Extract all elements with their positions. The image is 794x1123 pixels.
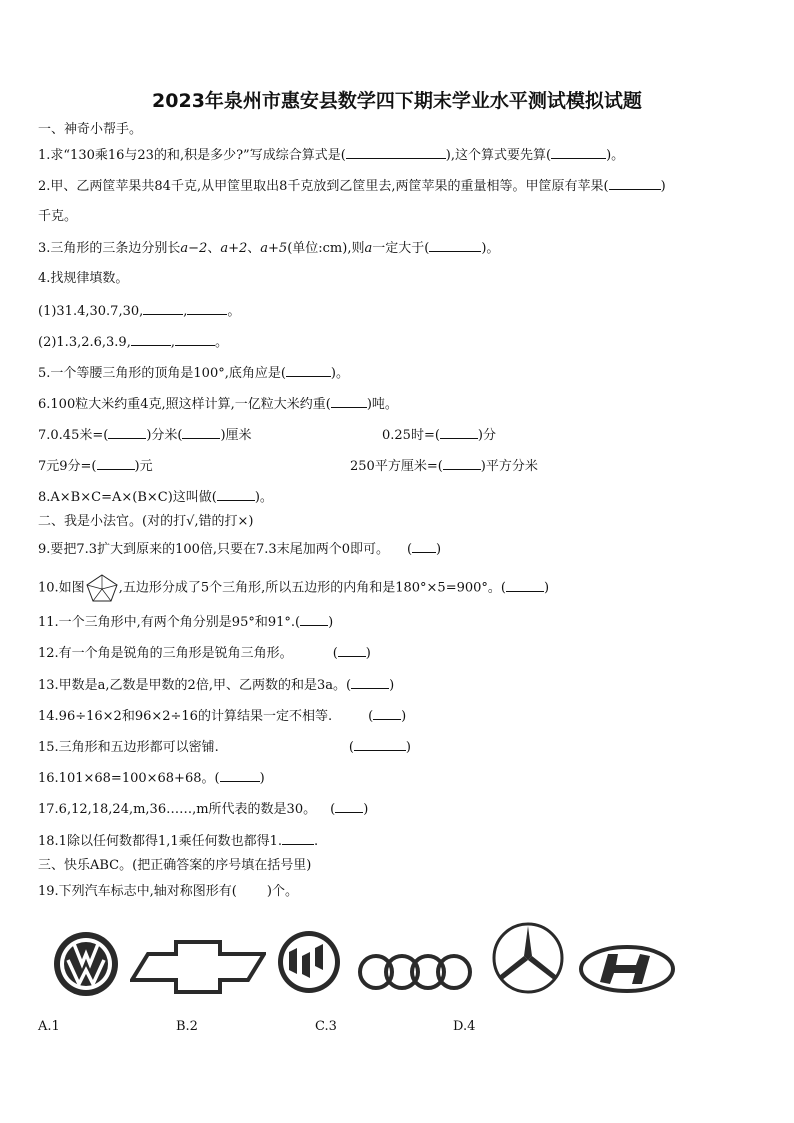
answer-blank[interactable]	[175, 333, 215, 346]
option-c[interactable]: C.3	[315, 1019, 337, 1034]
audi-logo	[356, 952, 474, 992]
answer-blank[interactable]	[354, 738, 406, 751]
answer-blank[interactable]	[108, 426, 146, 439]
option-a[interactable]: A.1	[38, 1019, 60, 1034]
question-13: 13.甲数是a,乙数是甲数的2倍,甲、乙两数的和是3a。( )	[38, 678, 395, 693]
answer-blank[interactable]	[412, 540, 436, 553]
answer-blank[interactable]	[182, 426, 220, 439]
pentagon-figure	[85, 573, 119, 603]
answer-blank[interactable]	[506, 579, 544, 592]
question-5: 5.一个等腰三角形的顶角是100°,底角应是( )。	[38, 366, 349, 381]
answer-blank[interactable]	[282, 832, 314, 845]
question-4-part-1: (1)31.4,30.7,30, , 。	[38, 304, 241, 319]
question-3: 3.三角形的三条边分别长a−2、a+2、a+5(单位:cm),则a一定大于( )。	[38, 241, 500, 256]
question-7-row-1: 7.0.45米=( )分米( )厘米	[38, 428, 252, 443]
answer-blank[interactable]	[443, 457, 481, 470]
question-11: 11.一个三角形中,有两个角分别是95°和91°.( )	[38, 615, 334, 630]
answer-blank[interactable]	[131, 333, 171, 346]
answer-blank[interactable]	[373, 707, 401, 720]
question-2: 2.甲、乙两筐苹果共84千克,从甲筐里取出8千克放到乙筐里去,两筐苹果的重量相等。甲筐原有苹果( )	[38, 179, 666, 194]
answer-blank[interactable]	[187, 302, 227, 315]
question-17: 17.6,12,18,24,m,36……,m所代表的数是30。 ( )	[38, 802, 369, 817]
answer-blank[interactable]	[351, 676, 389, 689]
option-b[interactable]: B.2	[176, 1019, 198, 1034]
question-8: 8.A×B×C=A×(B×C)这叫做( )。	[38, 490, 273, 505]
answer-blank[interactable]	[143, 302, 183, 315]
answer-blank[interactable]	[429, 239, 481, 252]
answer-blank[interactable]	[440, 426, 478, 439]
question-14: 14.96÷16×2和96×2÷16的计算结果一定不相等. ( )	[38, 709, 407, 724]
page-title: 2023年泉州市惠安县数学四下期末学业水平测试模拟试题	[152, 90, 642, 112]
question-1: 1.求“130乘16与23的和,积是多少?”写成综合算式是( ),这个算式要先算( )。	[38, 148, 625, 163]
answer-blank[interactable]	[551, 146, 606, 159]
section-heading-3: 三、快乐ABC。(把正确答案的序号填在括号里)	[38, 858, 312, 873]
section-heading-2: 二、我是小法官。(对的打√,错的打×)	[38, 514, 254, 529]
question-16: 16.101×68=100×68+68。( )	[38, 771, 265, 786]
buick-logo	[276, 924, 342, 1000]
question-7-row-2-right: 250平方厘米=( )平方分米	[350, 459, 538, 474]
question-2-cont: 千克。	[38, 209, 78, 224]
question-10: 10.如图 ,五边形分成了5个三角形,所以五边形的内角和是180°×5=900°。( )	[38, 573, 549, 603]
question-18: 18.1除以任何数都得1,1乘任何数也都得1. .	[38, 834, 319, 849]
answer-blank[interactable]	[335, 800, 363, 813]
question-7-row-1-right: 0.25时=( )分	[382, 428, 496, 443]
question-4: 4.找规律填数。	[38, 271, 129, 286]
answer-blank[interactable]	[217, 488, 255, 501]
question-4-part-2: (2)1.3,2.6,3.9, , 。	[38, 335, 228, 350]
answer-blank[interactable]	[331, 395, 367, 408]
answer-blank[interactable]	[300, 613, 328, 626]
answer-blank[interactable]	[286, 364, 331, 377]
volkswagen-logo	[52, 930, 120, 998]
question-9: 9.要把7.3扩大到原来的100倍,只要在7.3末尾加两个0即可。 ( )	[38, 542, 442, 557]
hyundai-logo	[578, 944, 676, 994]
chevrolet-logo	[130, 940, 266, 994]
section-heading-1: 一、神奇小帮手。	[38, 122, 143, 137]
car-logos	[50, 920, 690, 1010]
mercedes-logo	[490, 920, 566, 996]
answer-blank[interactable]	[346, 146, 446, 159]
answer-blank[interactable]	[609, 177, 661, 190]
question-7-row-2: 7元9分=( )元	[38, 459, 153, 474]
answer-blank[interactable]	[220, 769, 260, 782]
question-6: 6.100粒大米约重4克,照这样计算,一亿粒大米约重( )吨。	[38, 397, 398, 412]
question-12: 12.有一个角是锐角的三角形是锐角三角形。 ( )	[38, 646, 371, 661]
option-d[interactable]: D.4	[453, 1019, 476, 1034]
question-19: 19.下列汽车标志中,轴对称图形有( )个。	[38, 884, 298, 899]
question-15: 15.三角形和五边形都可以密铺. ( )	[38, 740, 411, 755]
answer-blank[interactable]	[97, 457, 135, 470]
answer-blank[interactable]	[338, 644, 366, 657]
